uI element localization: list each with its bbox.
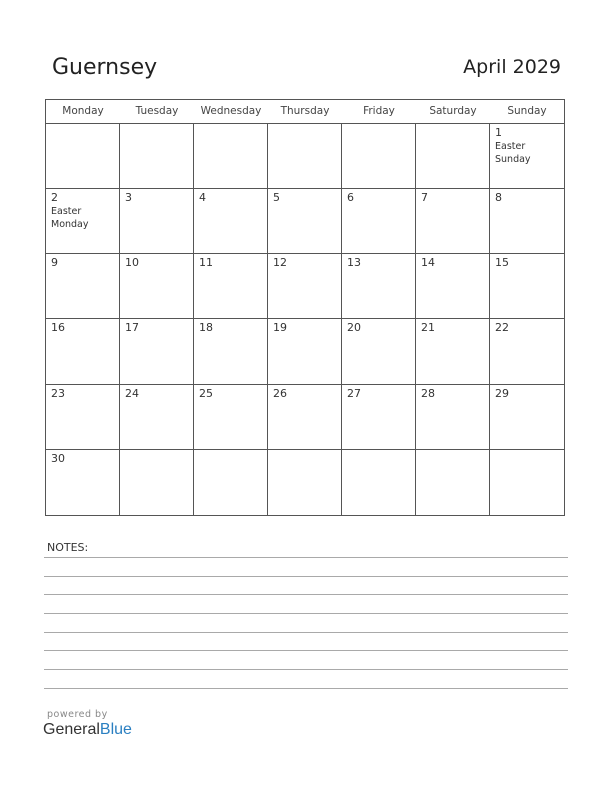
- day-cell: [342, 189, 416, 254]
- day-cell: [194, 319, 268, 384]
- day-cell: [194, 385, 268, 450]
- day-number: 18: [199, 321, 213, 335]
- day-number: 20: [347, 321, 361, 335]
- day-cell: [342, 450, 416, 515]
- day-cell: [120, 254, 194, 319]
- weekday-sunday: Sunday: [507, 105, 547, 117]
- day-number: 26: [273, 386, 287, 400]
- day-cell: [490, 450, 564, 515]
- day-number: 9: [51, 256, 58, 270]
- generalblue-logo[interactable]: [43, 721, 132, 739]
- day-number: 19: [273, 321, 287, 335]
- notes-line: [44, 576, 568, 577]
- notes-line: [44, 557, 568, 558]
- weekday-tuesday: Tuesday: [135, 105, 179, 117]
- day-cell: [416, 189, 490, 254]
- day-cell: [120, 385, 194, 450]
- day-number: 5: [273, 191, 280, 205]
- holiday-label: Easter Sunday: [495, 141, 531, 165]
- notes-line: [44, 594, 568, 595]
- day-number: 29: [495, 386, 509, 400]
- day-cell: [416, 124, 490, 189]
- day-cell: [46, 450, 120, 515]
- day-number: 11: [199, 256, 213, 270]
- day-cell: [416, 450, 490, 515]
- day-cell: [46, 124, 120, 189]
- day-cell: [194, 124, 268, 189]
- day-number: 6: [347, 191, 354, 205]
- day-cell: [194, 254, 268, 319]
- day-cell: [416, 385, 490, 450]
- calendar-grid: [45, 99, 565, 516]
- holiday-label: Easter Monday: [51, 206, 89, 231]
- notes-line: [44, 613, 568, 614]
- day-cell: [342, 385, 416, 450]
- weekday-thursday: Thursday: [280, 105, 330, 117]
- day-cell: [268, 450, 342, 515]
- day-number: 30: [51, 451, 65, 465]
- day-number: 28: [421, 386, 435, 400]
- day-cell: [490, 254, 564, 319]
- weekday-friday: Friday: [363, 105, 395, 117]
- day-number: 15: [495, 256, 509, 270]
- notes-line: [44, 650, 568, 651]
- day-cell: [268, 124, 342, 189]
- day-cell: [268, 319, 342, 384]
- day-cell: [120, 124, 194, 189]
- day-number: 24: [125, 386, 139, 400]
- country-title: Guernsey: [52, 55, 158, 80]
- day-number: 25: [199, 386, 213, 400]
- brand-general: General: [43, 721, 100, 738]
- day-cell: [46, 254, 120, 319]
- day-cell: [268, 254, 342, 319]
- day-cell: [194, 189, 268, 254]
- day-cell: [120, 450, 194, 515]
- day-number: 2: [51, 191, 58, 205]
- notes-line: [44, 632, 568, 633]
- day-cell: [268, 189, 342, 254]
- day-number: 22: [495, 321, 509, 335]
- day-number: 16: [51, 321, 65, 335]
- day-cell: [120, 319, 194, 384]
- day-number: 21: [421, 321, 435, 335]
- day-number: 27: [347, 386, 361, 400]
- day-number: 1: [495, 126, 502, 139]
- day-cell: [342, 124, 416, 189]
- day-cell: [490, 319, 564, 384]
- notes-label: NOTES:: [47, 541, 89, 554]
- day-number: 3: [125, 191, 132, 205]
- day-number: 13: [347, 256, 361, 270]
- day-cell: [416, 319, 490, 384]
- day-cell: [46, 385, 120, 450]
- day-cell: [268, 385, 342, 450]
- day-cell: [490, 385, 564, 450]
- day-cell: [342, 319, 416, 384]
- notes-line: [44, 688, 568, 689]
- weekday-monday: Monday: [62, 105, 104, 117]
- day-cell: [490, 124, 564, 189]
- brand-blue: Blue: [99, 721, 132, 738]
- day-number: 10: [125, 256, 139, 270]
- weekday-header-row: [46, 100, 564, 124]
- day-cell: [46, 319, 120, 384]
- notes-line: [44, 669, 568, 670]
- month-year-title: April 2029: [463, 56, 561, 78]
- weekday-saturday: Saturday: [429, 105, 477, 117]
- day-number: 4: [199, 191, 206, 205]
- weekday-wednesday: Wednesday: [200, 105, 262, 117]
- day-cell: [120, 189, 194, 254]
- day-number: 7: [421, 191, 428, 205]
- day-number: 12: [273, 256, 287, 270]
- day-cell: [342, 254, 416, 319]
- day-number: 8: [495, 191, 502, 205]
- powered-by-text: powered by: [47, 709, 108, 720]
- day-number: 14: [421, 256, 435, 270]
- calendar-body: [46, 124, 564, 515]
- day-number: 23: [51, 386, 65, 400]
- day-cell: [46, 189, 120, 254]
- day-number: 17: [125, 321, 139, 335]
- day-cell: [194, 450, 268, 515]
- day-cell: [416, 254, 490, 319]
- day-cell: [490, 189, 564, 254]
